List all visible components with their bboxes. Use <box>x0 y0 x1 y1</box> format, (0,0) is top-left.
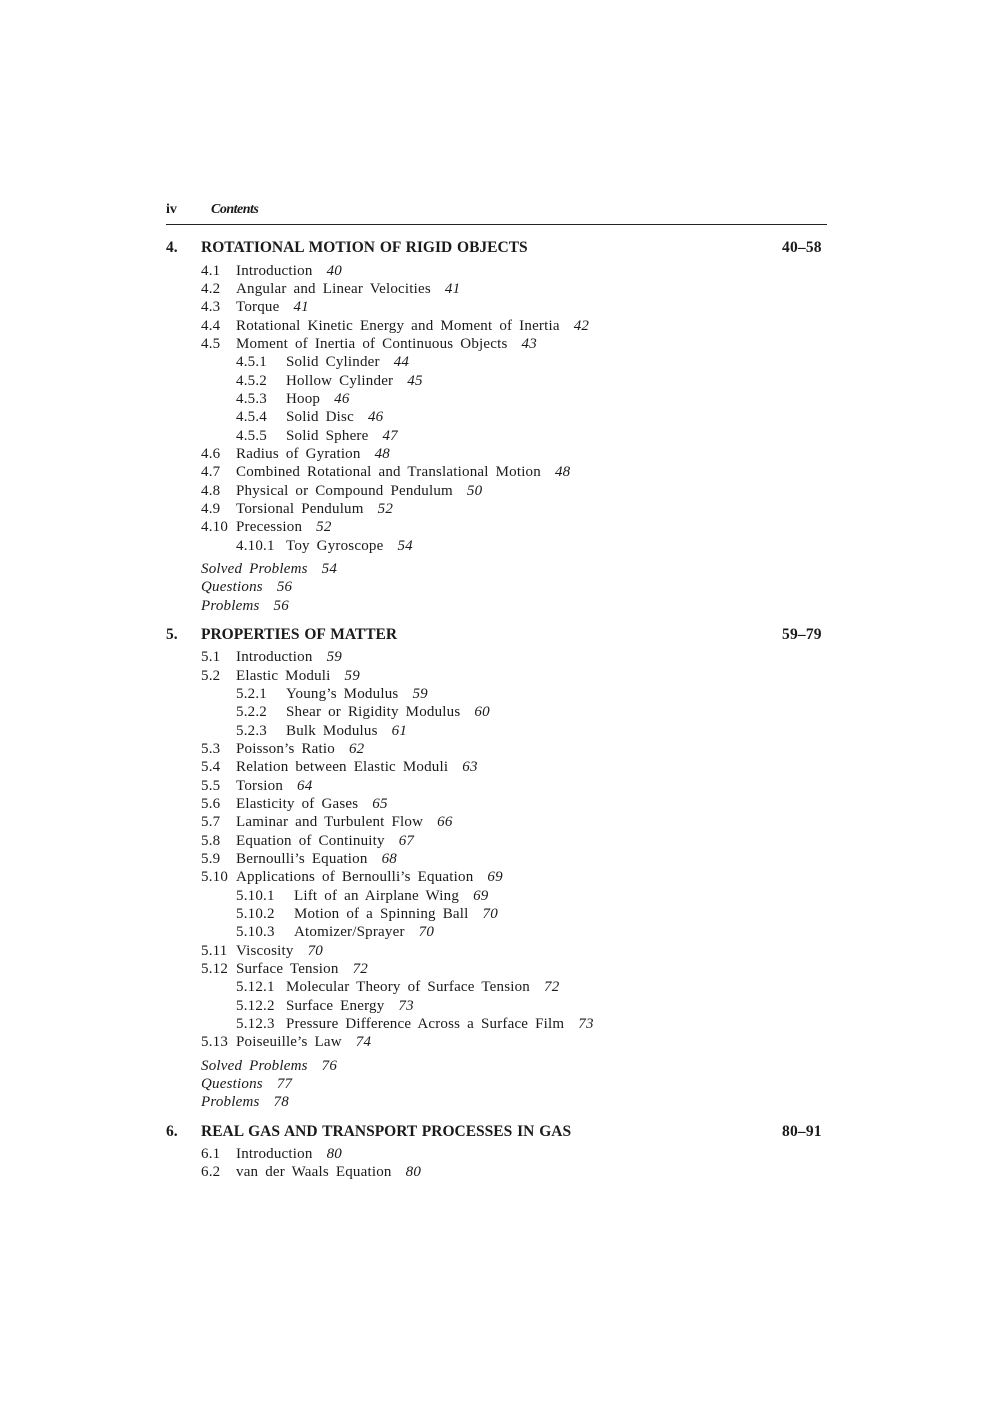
toc-entry[interactable]: 5.13 Poiseuille’s Law 74 <box>201 1034 372 1050</box>
toc-subentry[interactable]: 5.2.1 Young’s Modulus 59 <box>236 686 428 702</box>
chapter-page-range: 59–79 <box>782 626 822 643</box>
toc-subentry[interactable]: 5.10.3 Atomizer/Sprayer 70 <box>236 924 435 940</box>
toc-subentry[interactable]: 5.2.3 Bulk Modulus 61 <box>236 723 408 739</box>
toc-subentry[interactable]: 4.10.1 Toy Gyroscope 54 <box>236 538 413 554</box>
chapter-page-range: 80–91 <box>782 1123 822 1140</box>
toc-entry[interactable]: 5.9 Bernoulli’s Equation 68 <box>201 851 397 867</box>
toc-subentry[interactable]: 5.10.1 Lift of an Airplane Wing 69 <box>236 888 489 904</box>
toc-subentry[interactable]: 5.12.3 Pressure Difference Across a Surface Film 73 <box>236 1016 594 1032</box>
toc-entry[interactable]: 5.10 Applications of Bernoulli’s Equation 69 <box>201 869 503 885</box>
toc-subentry[interactable]: 5.10.2 Motion of a Spinning Ball 70 <box>236 906 498 922</box>
toc-extra-solved-problems[interactable]: Solved Problems 54 <box>201 561 338 577</box>
toc-entry[interactable]: 5.5 Torsion 64 <box>201 778 313 794</box>
toc-entry[interactable]: 5.11 Viscosity 70 <box>201 943 323 959</box>
toc-entry[interactable]: 4.6 Radius of Gyration 48 <box>201 446 390 462</box>
toc-subentry[interactable]: 5.12.1 Molecular Theory of Surface Tension 72 <box>236 979 560 995</box>
toc-entry[interactable]: 6.1 Introduction 80 <box>201 1146 342 1162</box>
toc-entry[interactable]: 5.12 Surface Tension 72 <box>201 961 368 977</box>
toc-subentry[interactable]: 4.5.4 Solid Disc 46 <box>236 409 384 425</box>
toc-entry[interactable]: 4.7 Combined Rotational and Translational Motion 48 <box>201 464 571 480</box>
toc-extra-solved-problems[interactable]: Solved Problems 76 <box>201 1058 338 1074</box>
chapter-page-range: 40–58 <box>782 239 822 256</box>
toc-entry[interactable]: 4.5 Moment of Inertia of Continuous Objects 43 <box>201 336 537 352</box>
toc-entry[interactable]: 5.6 Elasticity of Gases 65 <box>201 796 388 812</box>
page-number: iv <box>166 202 177 217</box>
toc-extra-questions[interactable]: Questions 56 <box>201 579 293 595</box>
toc-entry[interactable]: 4.10 Precession 52 <box>201 519 332 535</box>
toc-entry[interactable]: 4.1 Introduction 40 <box>201 263 342 279</box>
toc-entry[interactable]: 4.2 Angular and Linear Velocities 41 <box>201 281 461 297</box>
toc-subentry[interactable]: 4.5.1 Solid Cylinder 44 <box>236 354 410 370</box>
header-rule <box>166 224 827 225</box>
toc-entry[interactable]: 6.2 van der Waals Equation 80 <box>201 1164 422 1180</box>
toc-extra-problems[interactable]: Problems 78 <box>201 1094 289 1110</box>
toc-entry[interactable]: 4.4 Rotational Kinetic Energy and Moment of Inertia 42 <box>201 318 590 334</box>
toc-entry[interactable]: 5.3 Poisson’s Ratio 62 <box>201 741 365 757</box>
toc-entry[interactable]: 4.3 Torque 41 <box>201 299 309 315</box>
toc-subentry[interactable]: 5.12.2 Surface Energy 73 <box>236 998 414 1014</box>
toc-entry[interactable]: 5.8 Equation of Continuity 67 <box>201 833 415 849</box>
toc-extra-questions[interactable]: Questions 77 <box>201 1076 293 1092</box>
toc-entry[interactable]: 5.1 Introduction 59 <box>201 649 342 665</box>
running-title: Contents <box>211 202 259 217</box>
toc-entry[interactable]: 4.9 Torsional Pendulum 52 <box>201 501 394 517</box>
toc-extra-problems[interactable]: Problems 56 <box>201 598 289 614</box>
toc-entry[interactable]: 5.7 Laminar and Turbulent Flow 66 <box>201 814 453 830</box>
toc-subentry[interactable]: 4.5.5 Solid Sphere 47 <box>236 428 398 444</box>
toc-entry[interactable]: 4.8 Physical or Compound Pendulum 50 <box>201 483 483 499</box>
toc-entry[interactable]: 5.4 Relation between Elastic Moduli 63 <box>201 759 478 775</box>
toc-subentry[interactable]: 4.5.2 Hollow Cylinder 45 <box>236 373 423 389</box>
toc-subentry[interactable]: 4.5.3 Hoop 46 <box>236 391 350 407</box>
toc-subentry[interactable]: 5.2.2 Shear or Rigidity Modulus 60 <box>236 704 490 720</box>
toc-entry[interactable]: 5.2 Elastic Moduli 59 <box>201 668 360 684</box>
